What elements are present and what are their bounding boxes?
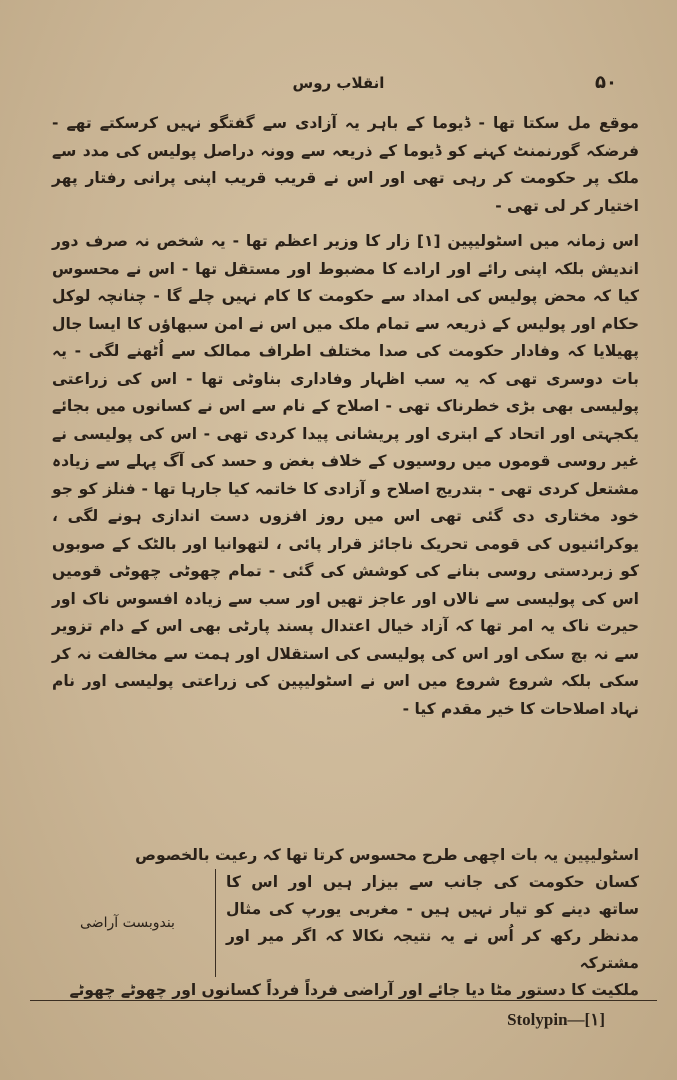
main-text	[52, 110, 639, 731]
page-header	[60, 72, 617, 102]
section-with-side-note	[40, 842, 639, 1004]
running-title: انقلاب روس	[292, 74, 385, 92]
section-text: کسان حکومت کی جانب سے بیزار ہیں اور اس کا ساتھ دینے کو تیار نہیں ہیں - مغربی یورپ کی مثال مدنظر رکھ کر اُس نے یہ نتیجہ نکالا کہ اگر میر اور مشترکہ	[226, 873, 639, 972]
section-last-line: ملکیت کا دستور مٹا دیا جائے اور آراضی فرداً فرداً کسانوں اور چھوٹے چھوٹے	[69, 981, 639, 999]
footnote: Stolypin—[۱]	[507, 1010, 605, 1029]
section-row	[40, 869, 639, 977]
footnote-divider	[30, 1000, 657, 1001]
paragraph: اس زمانہ میں اسٹولیپین [۱] زار کا وزیر اعظم تھا - یہ شخص نہ صرف دور اندیش بلکہ اپنی رائے اور ارادے کا مضبوط اور مستقل تھا - اس نے محسوس کیا کہ محض پولیس کی امداد سے حکومت کا کام نہیں چلے گا - چنانچہ لوکل حکام اور پولیس کے ذریعہ سے تمام ملک میں اس نے امن سبھاؤں کا ایسا جال پھیلایا کہ وفادار حکومت کی صدا مختلف اطراف ممالک سے اُٹھنے لگی - یہ بات دوسری تھی کہ یہ سب اظہار وفاداری بناوٹی تھا - اس کی زراعتی پولیسی بھی بڑی خطرناک تھی - اصلاح کے نام سے اس نے کسانوں میں بجائے یکجہتی اور اتحاد کے ابتری اور پریشانی پیدا کردی تھی - اس کی پولیسی نے غیر روسی قوموں میں روسیوں کے خلاف بغض و حسد کی آگ پہلے سے زیادہ مشتعل کردی تھی - بتدریج اصلاح و آزادی کا خاتمہ کیا جارہا تھا - فنلز کو جو خود مختاری دی گئی تھی اس میں روز افزوں دست اندازی ہونے لگی ، یوکرائنیوں کی قومی تحریک ناجائز قرار پائی ، لتھوانیا اور بالٹک کے صوبوں کو زبردستی روسی بنانے کی کوشش کی گئی - تمام چھوٹی چھوٹی قومیں اس کی پولیسی سے نالاں اور عاجز تھیں اور سب سے زیادہ افسوس ناک اور حیرت ناک یہ امر تھا کہ آزاد خیال اعتدال پسند پارٹی بھی اس کے دام تزویر سے نہ بچ سکی اور اس کی پولیسی کی استقلال اور ہمت سے مخالفت نہ کر سکی بلکہ شروع شروع میں اس نے اسٹولیپین کی زراعتی پولیسی اور نام نہاد اصلاحات کا خیر مقدم کیا -	[52, 232, 639, 718]
page-number: ۵۰	[595, 72, 617, 93]
paragraph: موقع مل سکتا تھا - ڈیوما کے باہر یہ آزادی سے گفتگو نہیں کرسکتے تھے - فرضکہ گورنمنٹ کہنے کو ڈیوما کے ذریعہ سے وونہ دراصل پولیس کی مدد سے ملک پر حکومت کر رہی تھی اور اس نے قریب قریب اپنی پرانی رفتار پھر اختیار کر لی تھی -	[52, 114, 639, 215]
side-note-label: بندوبست آراضی	[80, 914, 175, 931]
side-note	[40, 869, 216, 977]
section-first-line: اسٹولیپین یہ بات اچھی طرح محسوس کرتا تھا کہ رعیت بالخصوص	[135, 846, 639, 864]
